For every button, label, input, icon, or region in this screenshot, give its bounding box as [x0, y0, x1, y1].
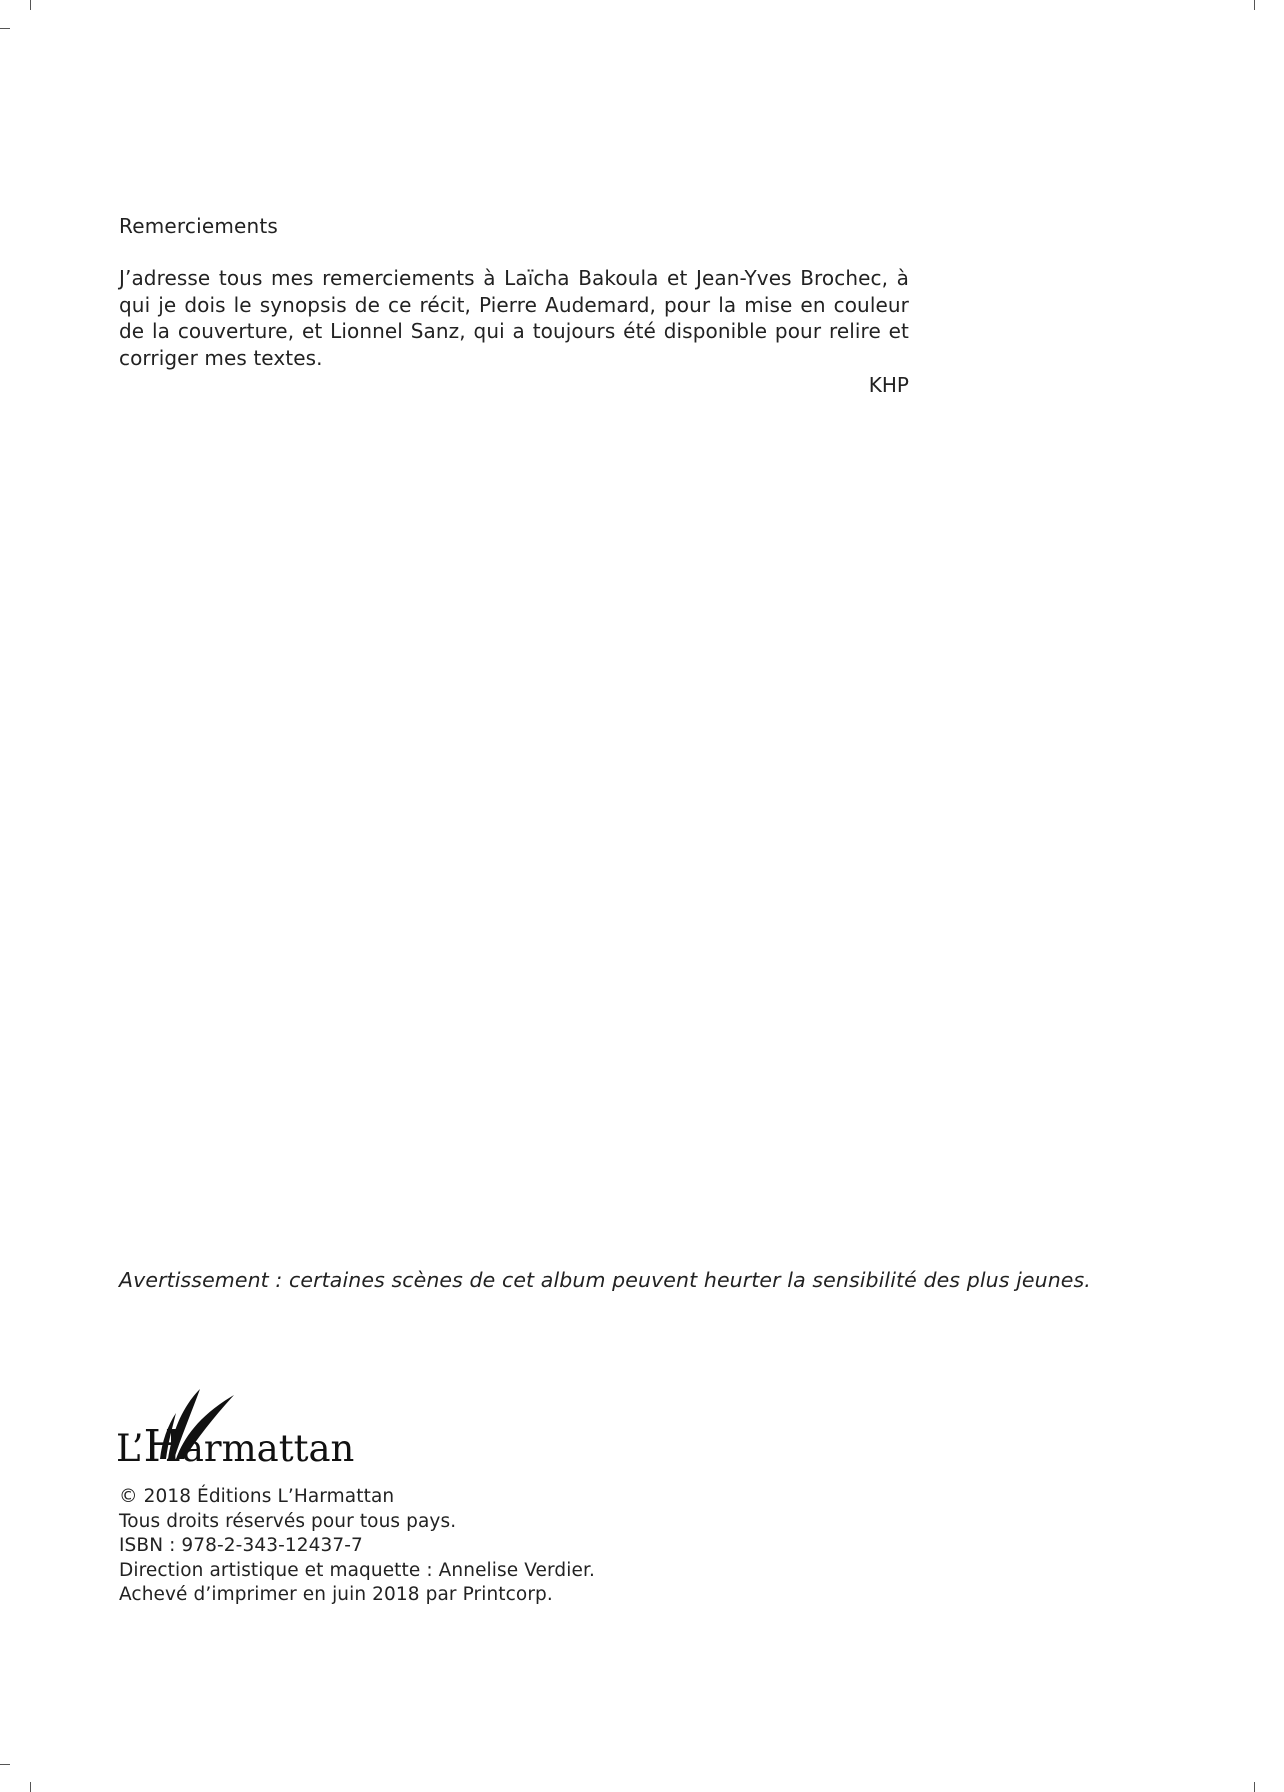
logo-initial: H	[143, 1421, 182, 1472]
imprint-art-direction: Direction artistique et maquette : Annelise Verdier.	[119, 1559, 595, 1581]
crop-mark-bottom-left-h	[0, 1764, 10, 1765]
crop-mark-bottom-left	[30, 1782, 31, 1792]
imprint-rights: Tous droits réservés pour tous pays.	[119, 1510, 457, 1532]
author-signature: KHP	[868, 373, 909, 397]
imprint-block	[119, 1485, 595, 1608]
imprint-isbn: ISBN : 978-2-343-12437-7	[119, 1535, 363, 1556]
acknowledgements-text: J’adresse tous mes remerciements à Laïcha Bakoula et Jean-Yves Brochec, à qui je dois le synopsis de ce récit, Pierre Audemard, pour la mise en couleur de la couverture, et Lionnel Sanz, qui a toujours été disponible pour relire et corriger mes textes.	[119, 266, 909, 370]
logo-rest: armattan	[181, 1427, 355, 1470]
crop-mark-bottom-right	[1254, 1782, 1255, 1792]
publisher-logo	[116, 1385, 356, 1471]
logo-prefix: L’	[116, 1427, 144, 1470]
crop-mark-top-right	[1254, 0, 1255, 10]
acknowledgements-heading: Remerciements	[119, 214, 279, 238]
content-warning: Avertissement : certaines scènes de cet album peuvent heurter la sensibilité des plus jeunes.	[119, 1268, 1091, 1292]
imprint-printing: Achevé d’imprimer en juin 2018 par Printcorp.	[119, 1584, 553, 1605]
crop-mark-top-left	[30, 0, 31, 10]
publisher-logo-text	[116, 1421, 355, 1472]
crop-mark-top-left-h	[0, 28, 10, 29]
imprint-copyright: © 2018 Éditions L’Harmattan	[119, 1486, 395, 1507]
